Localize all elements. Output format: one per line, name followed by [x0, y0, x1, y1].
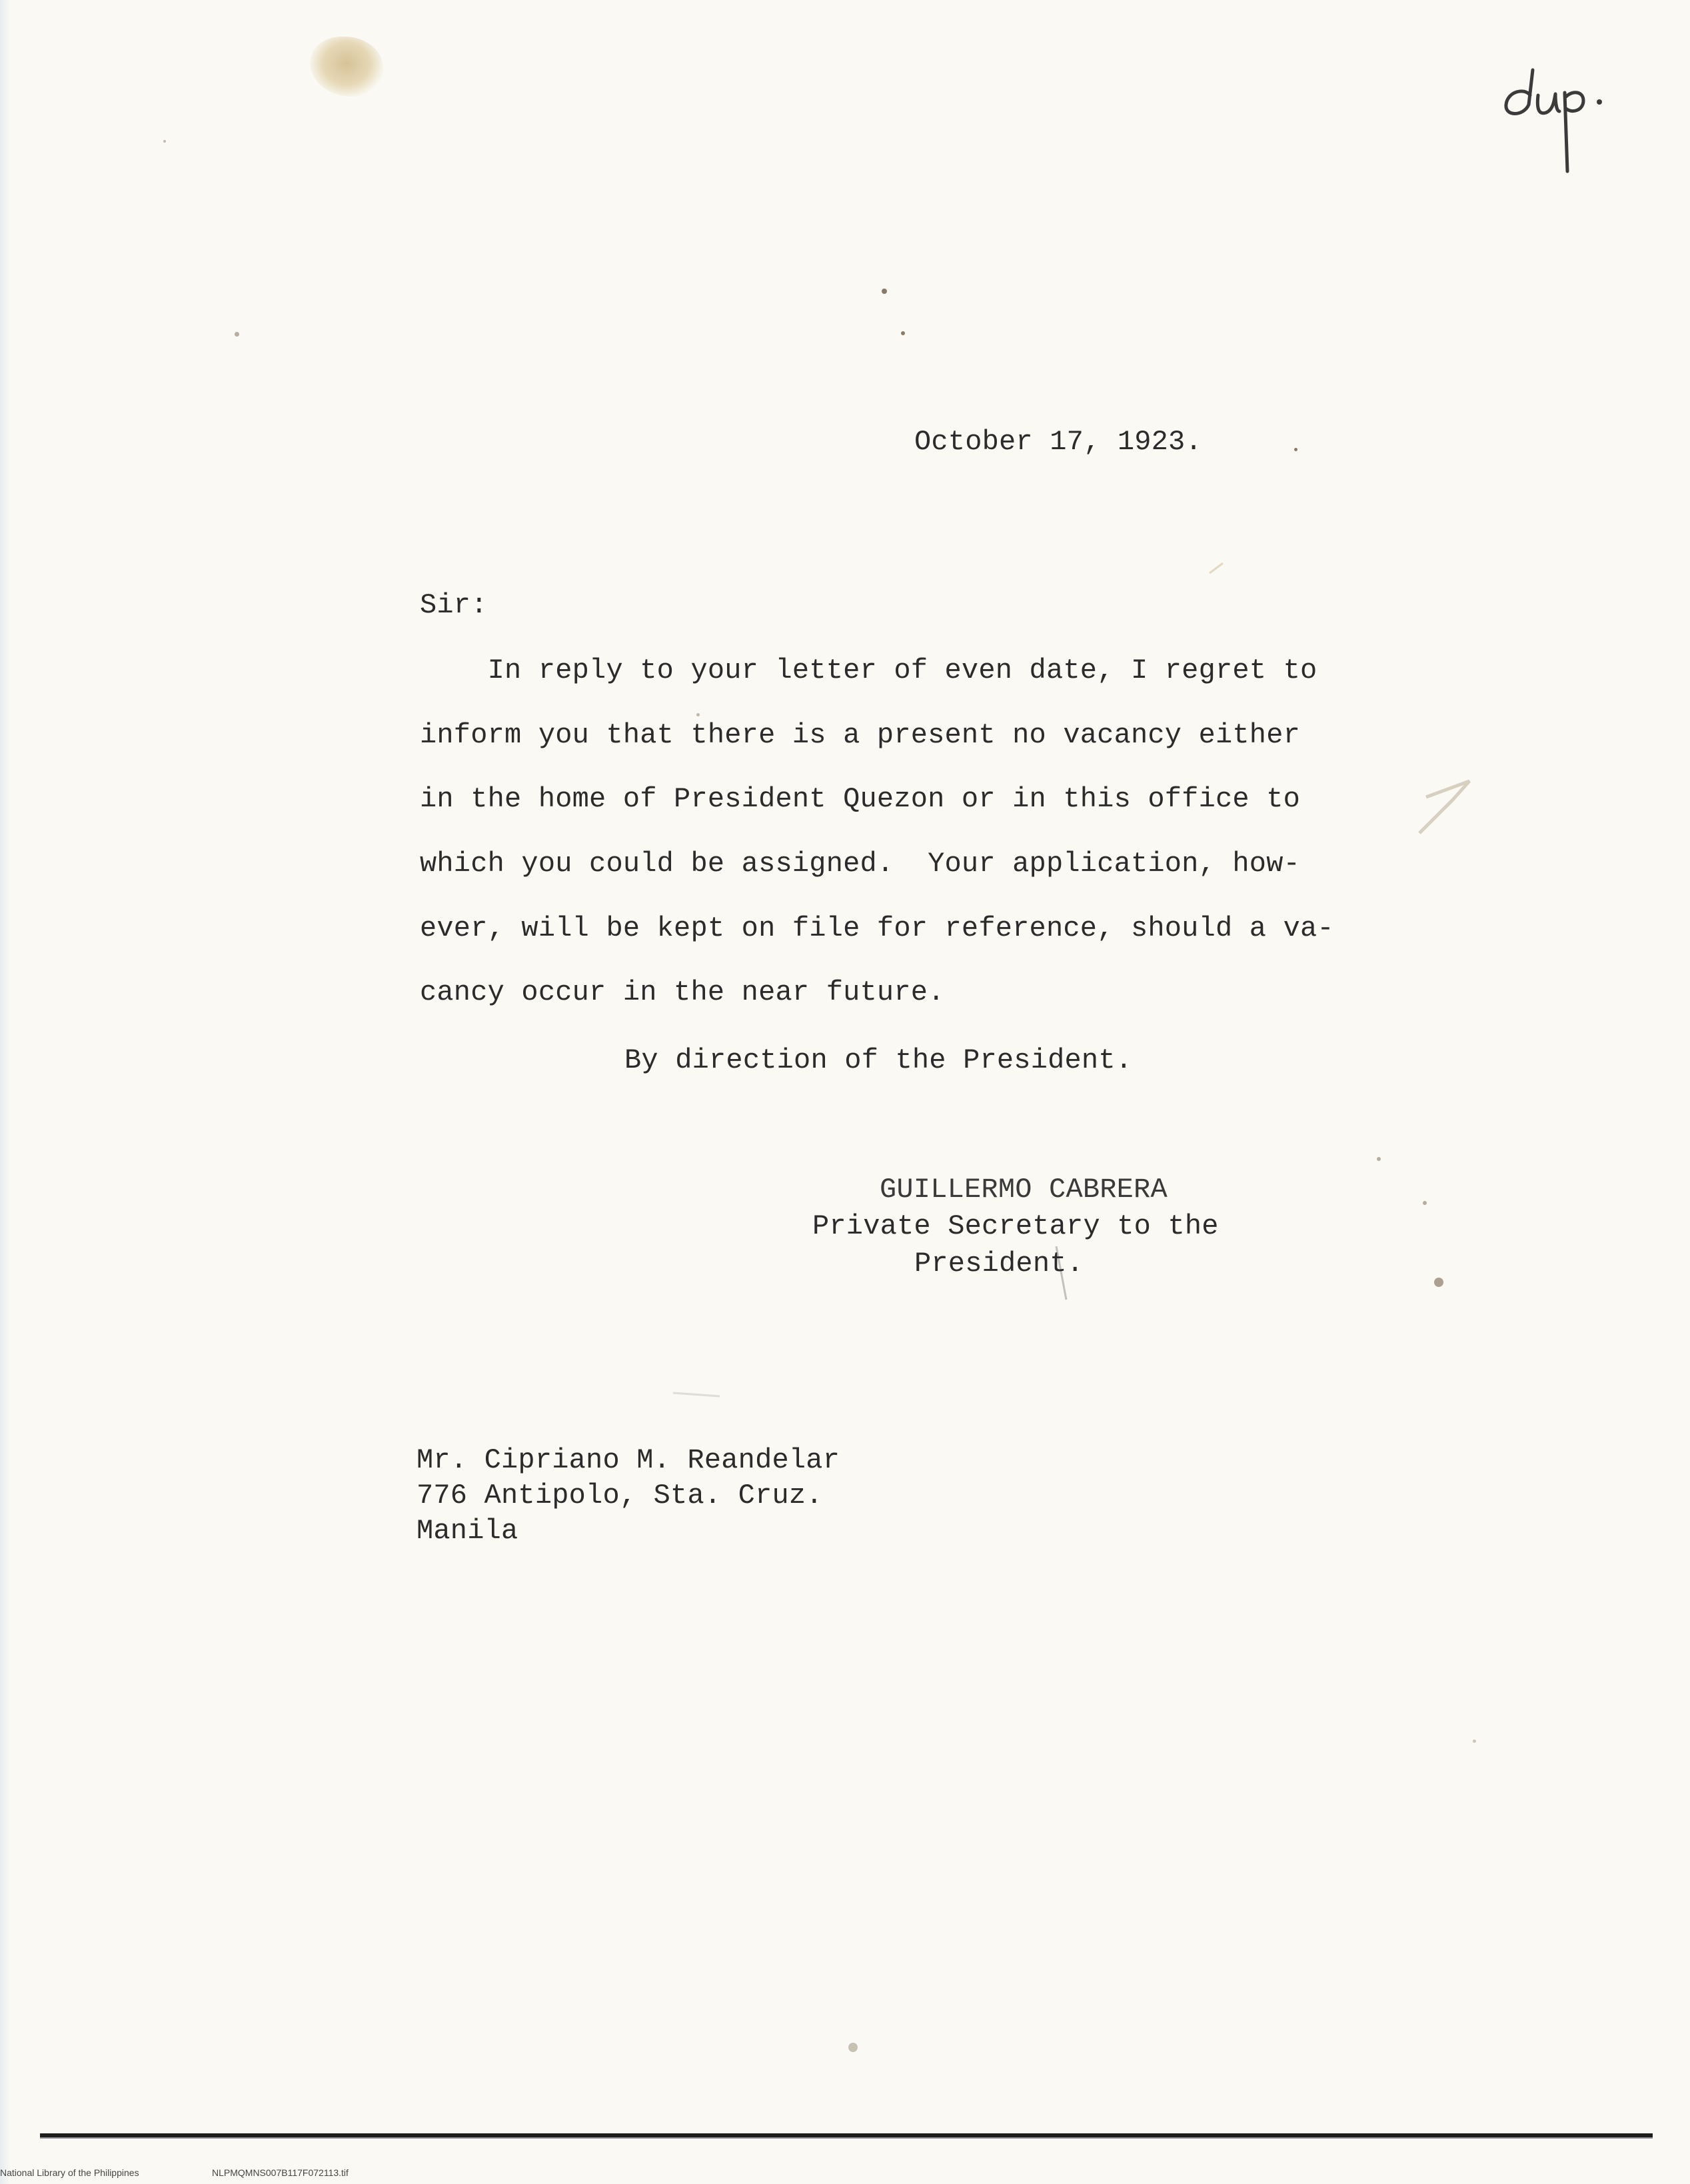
- signatory-title-continued: President.: [914, 1248, 1084, 1280]
- addressee-street: 776 Antipolo, Sta. Cruz.: [417, 1480, 823, 1512]
- salutation: Sir:: [420, 589, 488, 621]
- body-paragraph-line: ever, will be kept on file for reference, should a va-: [420, 912, 1334, 944]
- addressee-name: Mr. Cipriano M. Reandelar: [417, 1444, 840, 1476]
- signatory-title: Private Secretary to the: [812, 1210, 1219, 1242]
- addressee-city: Manila: [417, 1515, 518, 1547]
- body-paragraph-line: cancy occur in the near future.: [420, 976, 945, 1008]
- footer-file-id: NLPMQMNS007B117F072113.tif: [212, 2167, 349, 2178]
- handwritten-dup-mark: [1498, 63, 1611, 177]
- body-paragraph-line: inform you that there is a present no vacancy either: [420, 719, 1301, 751]
- body-paragraph-line: in the home of President Quezon or in this office to: [420, 783, 1301, 815]
- scan-bottom-rule-shadow: [40, 2137, 1653, 2139]
- signatory-name: GUILLERMO CABRERA: [880, 1174, 1168, 1206]
- body-paragraph-line: In reply to your letter of even date, I regret to: [420, 654, 1317, 686]
- letter-date: October 17, 1923.: [914, 426, 1202, 458]
- body-paragraph-line: which you could be assigned. Your application, how-: [420, 848, 1301, 880]
- closing-line: By direction of the President.: [624, 1044, 1133, 1076]
- footer-institution: National Library of the Philippines: [0, 2167, 139, 2178]
